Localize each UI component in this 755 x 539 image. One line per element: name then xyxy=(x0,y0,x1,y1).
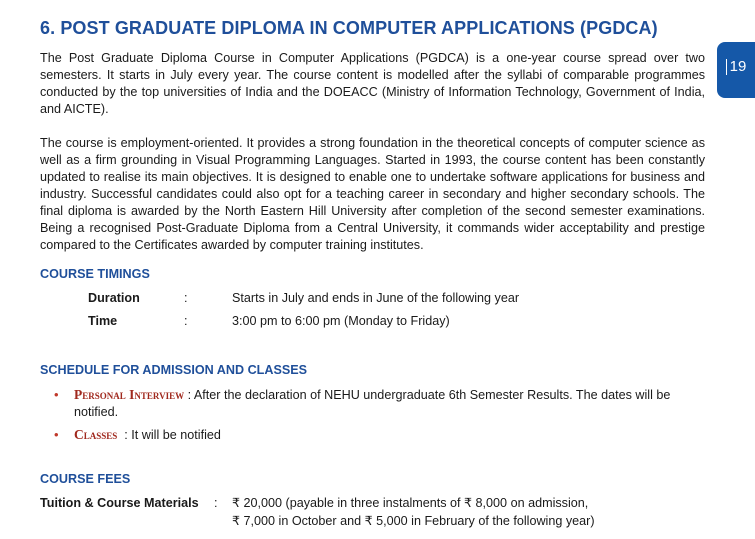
time-separator: : xyxy=(184,314,188,328)
fees-value xyxy=(232,494,662,530)
list-item xyxy=(54,386,704,421)
list-item xyxy=(54,426,704,444)
fees-label: Tuition & Course Materials xyxy=(40,496,199,510)
duration-value: Starts in July and ends in June of the following year xyxy=(232,291,520,305)
page-title: 6. POST GRADUATE DIPLOMA IN COMPUTER APPLICATIONS (PGDCA) xyxy=(40,18,658,38)
list-item-body xyxy=(74,426,704,444)
list-item-separator: : xyxy=(187,388,192,402)
bullet-dot: • xyxy=(54,387,59,402)
list-item-text: It will be notified xyxy=(131,428,221,442)
list-item-term: Personal Interview xyxy=(74,387,185,402)
course-timings-heading: COURSE TIMINGS xyxy=(40,267,150,281)
list-item-term: Classes xyxy=(74,427,118,442)
list-item-body xyxy=(74,386,704,421)
description-paragraph: The course is employment-oriented. It provides a strong foundation in the theoretical concepts of computer science as well as a firm grounding in Visual Programming Languages. Started in 1993, the course content has been constantly updated to realise its main objectives. It is designed to enable one to undertake software applications for business and industry. Successful candidates could also opt for a teaching career in secondary and higher secondary schools. The final diploma is awarded by the North Eastern Hill University after completion of the second semester examinations. Being a recognised Post-Graduate Diploma from a Central University, it commands wider acceptability and prestige compared to the Certificates awarded by computer training institutes. xyxy=(40,136,705,252)
fees-value-line-2: ₹ 7,000 in October and ₹ 5,000 in February of the following year) xyxy=(232,514,595,528)
fees-value-line-1: ₹ 20,000 (payable in three instalments of ₹ 8,000 on admission, xyxy=(232,496,589,510)
duration-separator: : xyxy=(184,291,188,305)
intro-paragraph: The Post Graduate Diploma Course in Computer Applications (PGDCA) is a one-year course spread over two semesters. It starts in July every year. The course content is modelled after the syllabi of comparable programmes conducted by the top universities of India and the DOEACC (Ministry of Information Technology, Government of India, and AICTE). xyxy=(40,51,705,116)
course-fees-heading: COURSE FEES xyxy=(40,472,131,486)
fees-separator: : xyxy=(214,496,218,510)
time-label: Time xyxy=(88,314,118,328)
page-number-tab xyxy=(717,42,755,98)
list-item-separator: : xyxy=(124,428,128,442)
bullet-dot: • xyxy=(54,427,59,442)
duration-label: Duration xyxy=(88,291,140,305)
time-value: 3:00 pm to 6:00 pm (Monday to Friday) xyxy=(232,314,450,328)
page-number: 19 xyxy=(726,59,747,75)
list-item-text: After the declaration of NEHU undergraduate 6th Semester Results. The dates will be notified. xyxy=(74,388,671,419)
schedule-heading: SCHEDULE FOR ADMISSION AND CLASSES xyxy=(40,363,308,377)
